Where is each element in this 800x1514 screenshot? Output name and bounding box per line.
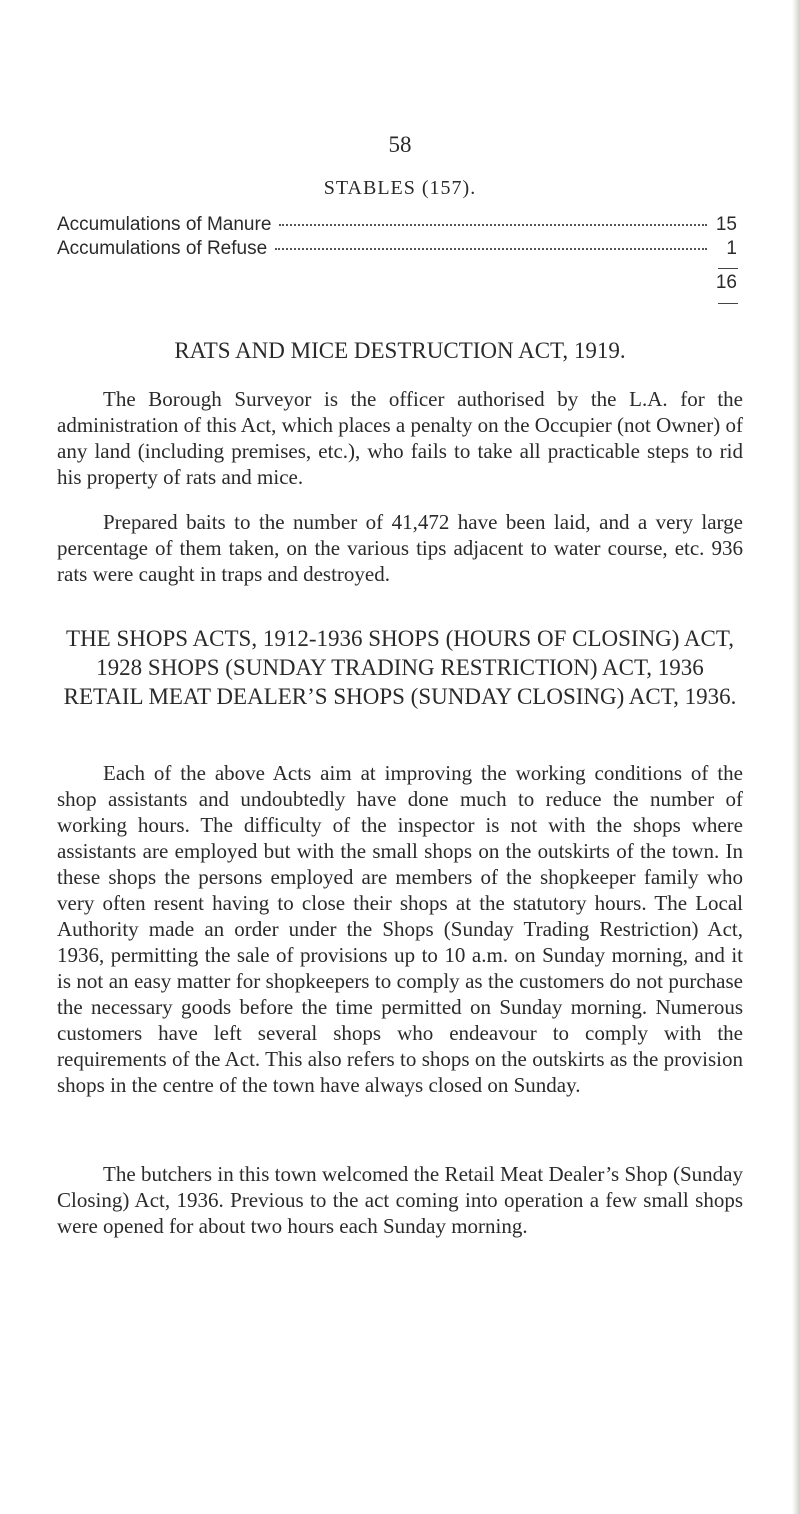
- stables-row-manure: [57, 214, 737, 240]
- stables-total: 16: [715, 272, 737, 293]
- total-rule-bottom: [718, 303, 738, 304]
- stables-item-value: 1: [726, 238, 737, 259]
- stables-row-refuse: [57, 238, 737, 264]
- page-number: 58: [388, 132, 412, 157]
- dot-leader: [275, 248, 707, 250]
- stables-item-label: Accumulations of Refuse: [57, 238, 268, 259]
- rats-section-heading: RATS AND MICE DESTRUCTION ACT, 1919.: [174, 338, 626, 363]
- rats-paragraph-2: Prepared baits to the number of 41,472 have been laid, and a very large percentage of them taken, on the various tips adjacent to water course, etc. 936 rats were caught in traps and destroyed.: [57, 510, 743, 586]
- page-edge-shadow: [792, 0, 800, 1514]
- stables-item-value: 15: [715, 214, 737, 235]
- dot-leader: [279, 224, 707, 226]
- shops-paragraph-1: Each of the above Acts aim at improving the working conditions of the shop assistants and undoubtedly have done much to reduce the number of working hours. The difficulty of the inspector is not with the shops where assistants are employed but with the small shops on the outskirts of the town. In these shops the persons employed are members of the shopkeeper family who very often resent having to close their shops at the statutory hours. The Local Authority made an order under the Shops (Sunday Trading Restriction) Act, 1936, permitting the sale of provisions up to 10 a.m. on Sunday morning, and it is not an easy matter for shopkeepers to comply as the customers do not purchase the necessary goods before the time permitted on Sunday morning. Numerous customers have left several shops who endeavour to comply with the requirements of the Act. This also refers to shops on the outskirts as the provision shops in the centre of the town have always closed on Sunday.: [57, 761, 743, 1097]
- total-rule-top: [718, 268, 738, 269]
- rats-paragraph-1: The Borough Surveyor is the officer authorised by the L.A. for the administration of this Act, which places a penalty on the Occupier (not Owner) of any land (including premises, etc.), who fails to take all practicable steps to rid his property of rats and mice.: [57, 387, 743, 489]
- stables-item-label: Accumulations of Manure: [57, 214, 272, 235]
- stables-title: STABLES (157).: [323, 177, 477, 199]
- shops-paragraph-2: The butchers in this town welcomed the Retail Meat Dealer’s Shop (Sunday Closing) Act, 1936. Previous to the act coming into operation a few small shops were opened for about two hours each Sunday morning.: [57, 1162, 743, 1238]
- shops-section-heading: THE SHOPS ACTS, 1912-1936 SHOPS (HOURS OF CLOSING) ACT, 1928 SHOPS (SUNDAY TRADING RESTRICTION) ACT, 1936 RETAIL MEAT DEALER’S SHOPS (SUNDAY CLOSING) ACT, 1936.: [63, 626, 737, 709]
